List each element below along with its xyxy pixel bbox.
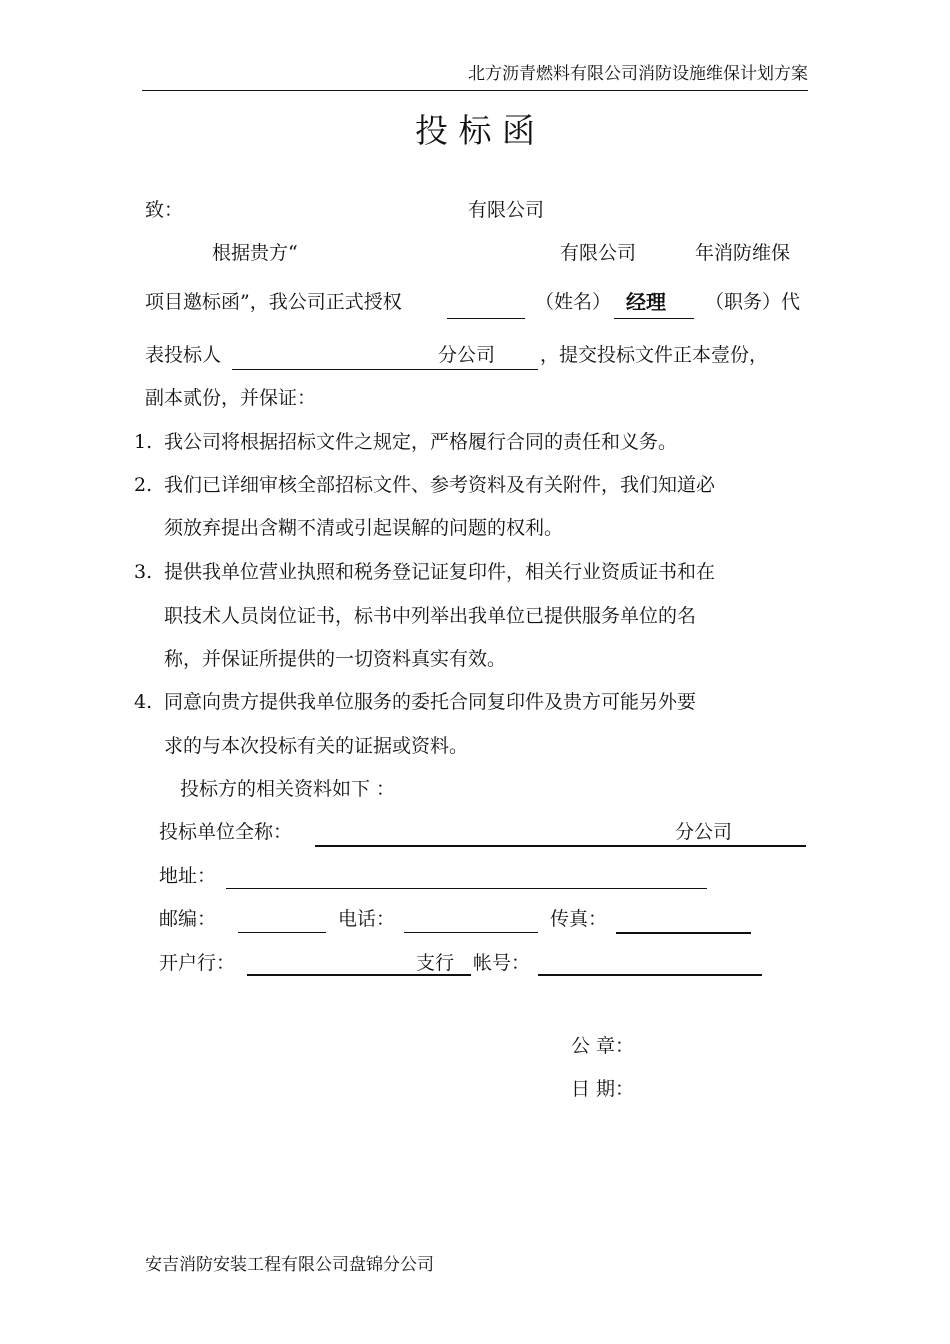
item-3-num: 3. [134, 561, 153, 583]
header-company-prefix: 北方沥青燃料有限公司 [468, 64, 638, 84]
page-title: 投 标 函 [415, 111, 535, 150]
item-1-num: 1. [134, 431, 153, 453]
account-label: 帐号： [473, 952, 531, 974]
unit-label: 投标单位全称： [159, 821, 293, 843]
header-doc-title: 消防设施维保计划方案 [638, 64, 808, 84]
postcode-underline [238, 932, 326, 933]
bank-label: 开户行： [159, 952, 236, 974]
body-line3-b: 分公司 [438, 344, 496, 366]
salutation-company: 有限公司 [468, 199, 545, 221]
name-blank-underline [447, 318, 525, 319]
item-4-line-1: 同意向贵方提供我单位服务的委托合同复印件及贵方可能另外要 [164, 691, 697, 713]
fax-underline [616, 932, 751, 934]
info-intro: 投标方的相关资料如下 ： [180, 778, 396, 800]
body-line3-a: 表投标人 [145, 344, 222, 366]
item-3-line-1: 提供我单位营业执照和税务登记证复印件，相关行业资质证书和在 [164, 561, 716, 583]
position-value: 经理 [626, 290, 666, 314]
postcode-label: 邮编： [159, 908, 217, 930]
phone-label: 电话： [338, 908, 396, 930]
body-line1-a: 根据贵方“ [212, 242, 298, 264]
unit-value: 分公司 [675, 821, 733, 843]
page-header [468, 62, 808, 86]
item-2-line-2: 须放弃提出含糊不清或引起误解的问题的权利。 [164, 517, 564, 539]
header-rule [142, 90, 808, 91]
address-label: 地址： [159, 865, 217, 887]
account-underline [538, 974, 762, 976]
body-line2-d: （职务）代 [705, 291, 801, 313]
body-line1-b: 有限公司 [560, 242, 637, 264]
body-line2-b: （姓名） [535, 291, 612, 313]
salutation-to-label: 致： [145, 199, 184, 221]
item-4-num: 4. [134, 691, 153, 713]
item-3-line-3: 称，并保证所提供的一切资料真实有效。 [164, 648, 507, 670]
footer-company: 安吉消防安装工程有限公司盘锦分公司 [145, 1255, 434, 1275]
body-line2-a: 项目邀标函”，我公司正式授权 [145, 291, 402, 313]
body-line4: 副本贰份，并保证： [145, 387, 317, 409]
item-4-line-2: 求的与本次投标有关的证据或资料。 [164, 735, 469, 757]
item-2-line-1: 我们已详细审核全部招标文件、参考资料及有关附件，我们知道必 [164, 474, 716, 496]
item-3-line-2: 职技术人员岗位证书，标书中列举出我单位已提供服务单位的名 [164, 605, 697, 627]
bidder-underline [232, 369, 538, 370]
phone-underline [404, 932, 538, 933]
seal-label: 公 章： [571, 1035, 635, 1057]
body-line1-c: 年消防维保 [695, 242, 791, 264]
date-label: 日 期： [571, 1078, 635, 1100]
unit-underline [315, 845, 806, 847]
bank-value: 支行 [416, 952, 455, 974]
position-underline [614, 318, 694, 319]
body-line3-c: ，提交投标文件正本壹份， [540, 344, 769, 366]
item-1-line-1: 我公司将根据招标文件之规定，严格履行合同的责任和义务。 [164, 431, 678, 453]
item-2-num: 2. [134, 474, 153, 496]
fax-label: 传真： [550, 908, 608, 930]
address-underline [226, 888, 707, 889]
